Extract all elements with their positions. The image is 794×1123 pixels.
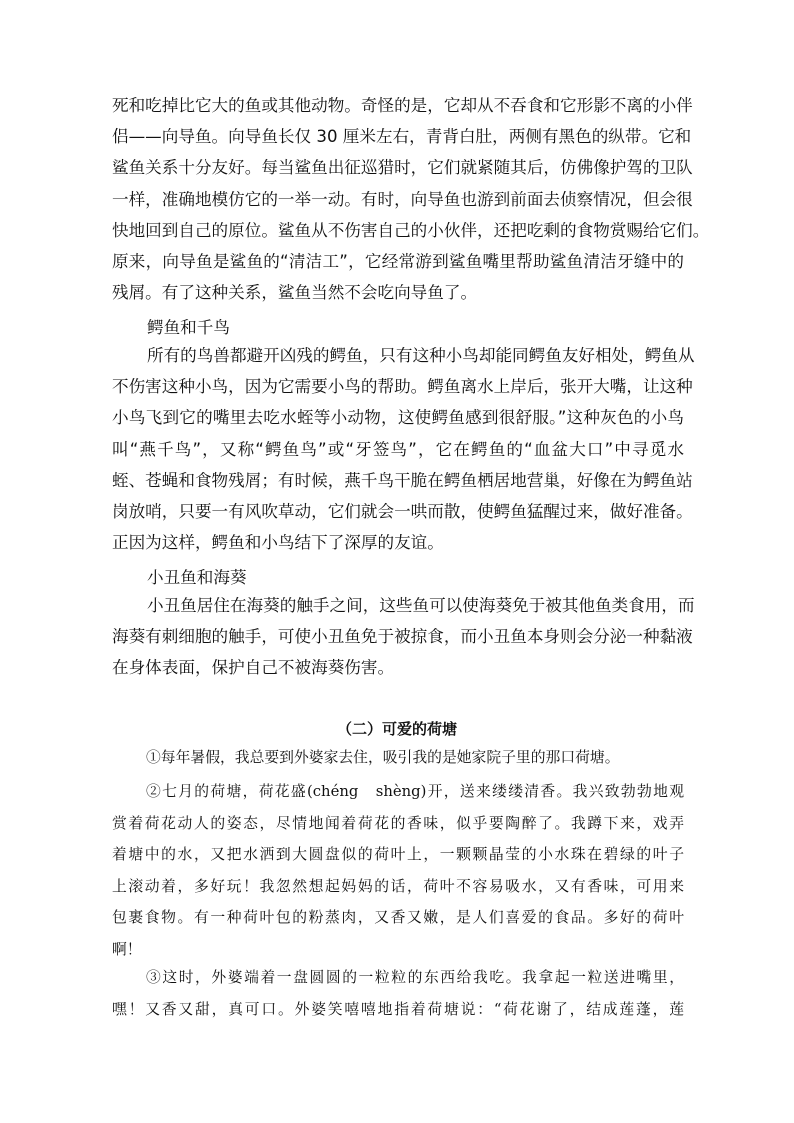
text-line: 包裹食物。有一种荷叶包的粉蒸肉，又香又嫩，是人们喜爱的食品。多好的荷叶	[112, 909, 684, 927]
text-line: ②七月的荷塘，荷花盛(chéng shèng)开，送来缕缕清香。我兴致勃勃地观	[146, 783, 684, 800]
text-line: 上滚动着，多好玩！我忽然想起妈妈的话，荷叶不容易吸水，又有香味，可用来	[112, 877, 684, 895]
text-line: 海葵有刺细胞的触手，可使小丑鱼免于被掠食，而小丑鱼本身则会分泌一种黏液	[112, 627, 693, 647]
text-line: 叫“燕千鸟”，又称“鳄鱼鸟”或“牙签鸟”，它在鳄鱼的“血盆大口”中寻觅水	[112, 439, 684, 459]
lotus-paragraph-1	[112, 742, 684, 774]
lotus-paragraph-2	[112, 776, 684, 966]
text-line: 残屑。有了这种关系，鲨鱼当然不会吃向导鱼了。	[112, 283, 478, 303]
lotus-paragraph-3	[112, 962, 684, 1025]
clownfish-anemone-heading: 小丑鱼和海葵	[147, 568, 247, 587]
text-line: 正因为这样，鳄鱼和小鸟结下了深厚的友谊。	[112, 533, 444, 553]
text-line: 所有的鸟兽都避开凶残的鳄鱼，只有这种小鸟却能同鳄鱼友好相处，鳄鱼从	[147, 346, 695, 365]
text-line: 快地回到自己的原位。鲨鱼从不伤害自己的小伙伴，还把吃剩的食物赏赐给它们。	[112, 220, 710, 240]
text-line: 小丑鱼居住在海葵的触手之间，这些鱼可以使海葵免于被其他鱼类食用，而	[147, 596, 695, 615]
section-title: （二）可爱的荷塘	[336, 720, 457, 738]
text-line: 侣——向导鱼。向导鱼长仅 30 厘米左右，青背白肚，两侧有黑色的纵带。它和	[112, 127, 692, 147]
text-line: 小鸟飞到它的嘴里去吃水蛭等小动物，这使鳄鱼感到很舒服。”这种灰色的小鸟	[112, 408, 684, 428]
text-line: 死和吃掉比它大的鱼或其他动物。奇怪的是，它却从不吞食和它形影不离的小伴	[112, 96, 693, 115]
text-line: 鲨鱼关系十分友好。每当鲨鱼出征巡猎时，它们就紧随其后，仿佛像护驾的卫队	[112, 158, 693, 178]
text-line: 岗放哨，只要一有风吹草动，它们就会一哄而散，使鳄鱼猛醒过来，做好准备。	[112, 502, 693, 522]
croc-plover-heading: 鳄鱼和千鸟	[147, 318, 230, 337]
text-line: 蛭、苍蝇和食物残屑；有时候，燕千鸟干脆在鳄鱼栖居地营巢，好像在为鳄鱼站	[112, 470, 693, 490]
text-line: 在身体表面，保护自己不被海葵伤害。	[112, 658, 395, 678]
text-line: ③这时，外婆端着一盘圆圆的一粒粒的东西给我吃。我拿起一粒送进嘴里，	[146, 969, 684, 986]
text-line: 啊！	[112, 940, 142, 958]
text-line: 不伤害这种小鸟，因为它需要小鸟的帮助。鳄鱼离水上岸后，张开大嘴，让这种	[112, 377, 693, 397]
text-line: ①每年暑假，我总要到外婆家去住，吸引我的是她家院子里的那口荷塘。	[146, 749, 620, 766]
croc-plover-paragraph	[112, 340, 695, 558]
text-line: 着塘中的水，又把水洒到大圆盘似的荷叶上，一颗颗晶莹的小水珠在碧绿的叶子	[112, 846, 684, 864]
text-line: 原来，向导鱼是鲨鱼的“清洁工”，它经常游到鲨鱼嘴里帮助鲨鱼清洁牙缝中的	[112, 252, 684, 272]
text-line: 赏着荷花动人的姿态，尽情地闻着荷花的香味，似乎要陶醉了。我蹲下来，戏弄	[112, 814, 684, 832]
clownfish-anemone-paragraph	[112, 590, 695, 684]
shark-pilotfish-paragraph	[112, 90, 710, 308]
text-line: 一样，准确地模仿它的一举一动。有时，向导鱼也游到前面去侦察情况，但会很	[112, 189, 693, 209]
text-line: 嘿！又香又甜，真可口。外婆笑嘻嘻地指着荷塘说：“荷花谢了，结成莲蓬，莲	[112, 1000, 684, 1018]
